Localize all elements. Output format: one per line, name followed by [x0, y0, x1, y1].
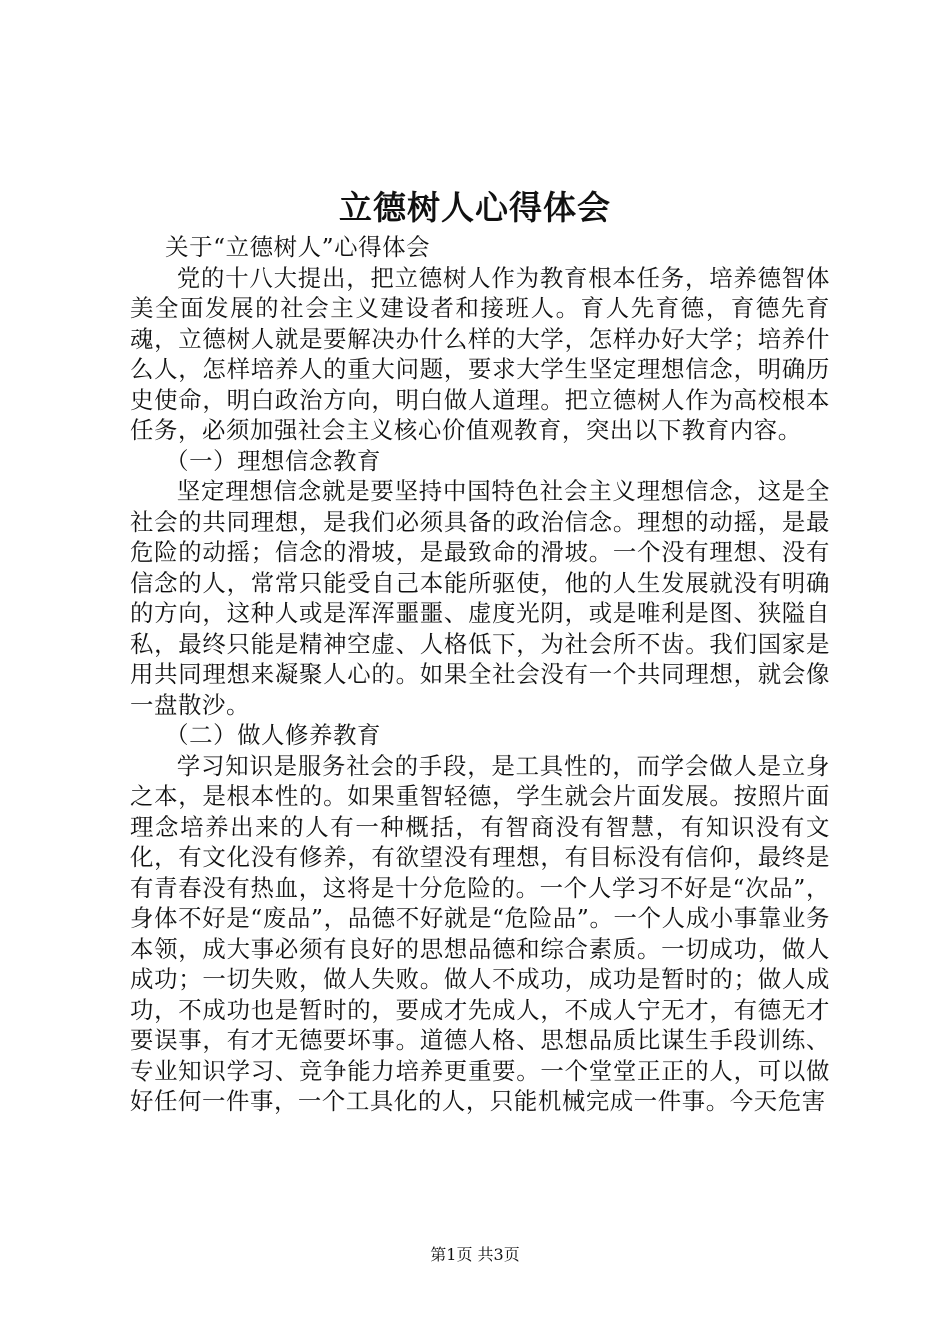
document-body: [130, 232, 830, 1117]
document-title: 立德树人心得体会: [339, 188, 611, 227]
body-paragraph: 坚定理想信念就是要坚持中国特色社会主义理想信念，这是全社会的共同理想，是我们必须具备的政治信念。理想的动摇，是最危险的动摇；信念的滑坡，是最致命的滑坡。一个没有理想、没有信念的人，常常只能受自己本能所驱使，他的人生发展就没有明确的方向，这种人或是浑浑噩噩、虚度光阴，或是唯利是图、狭隘自私，最终只能是精神空虚、人格低下，为社会所不齿。我们国家是用共同理想来凝聚人心的。如果全社会没有一个共同理想，就会像一盘散沙。: [130, 477, 830, 719]
body-paragraph: 党的十八大提出，把立德树人作为教育根本任务，培养德智体美全面发展的社会主义建设者和接班人。育人先育德，育德先育魂，立德树人就是要解决办什么样的大学，怎样办好大学；培养什么人，怎样培养人的重大问题，要求大学生坚定理想信念，明确历史使命，明白政治方向，明白做人道理。把立德树人作为高校根本任务，必须加强社会主义核心价值观教育，突出以下教育内容。: [130, 263, 830, 444]
section-heading: （一）理想信念教育: [165, 446, 382, 475]
page-number: 第1页 共3页: [430, 1245, 520, 1264]
section-heading: （二）做人修养教育: [165, 721, 382, 749]
document-subtitle: 关于“立德树人”心得体会: [165, 233, 431, 261]
body-paragraph: 学习知识是服务社会的手段，是工具性的，而学会做人是立身之本，是根本性的。如果重智轻德，学生就会片面发展。按照片面理念培养出来的人有一种概括，有智商没有智慧，有知识没有文化，有文化没有修养，有欲望没有理想，有目标没有信仰，最终是有青春没有热血，这将是十分危险的。一个人学习不好是“次品”，身体不好是“废品”，品德不好就是“危险品”。一个人成小事靠业务本领，成大事必须有良好的思想品德和综合素质。一切成功，做人成功；一切失败，做人失败。做人不成功，成功是暂时的；做人成功，不成功也是暂时的，要成才先成人，不成人宁无才，有德无才要误事，有才无德要坏事。道德人格、思想品质比谋生手段训练、专业知识学习、竞争能力培养更重要。一个堂堂正正的人，可以做好任何一件事，一个工具化的人，只能机械完成一件事。今天危害: [130, 751, 830, 1115]
